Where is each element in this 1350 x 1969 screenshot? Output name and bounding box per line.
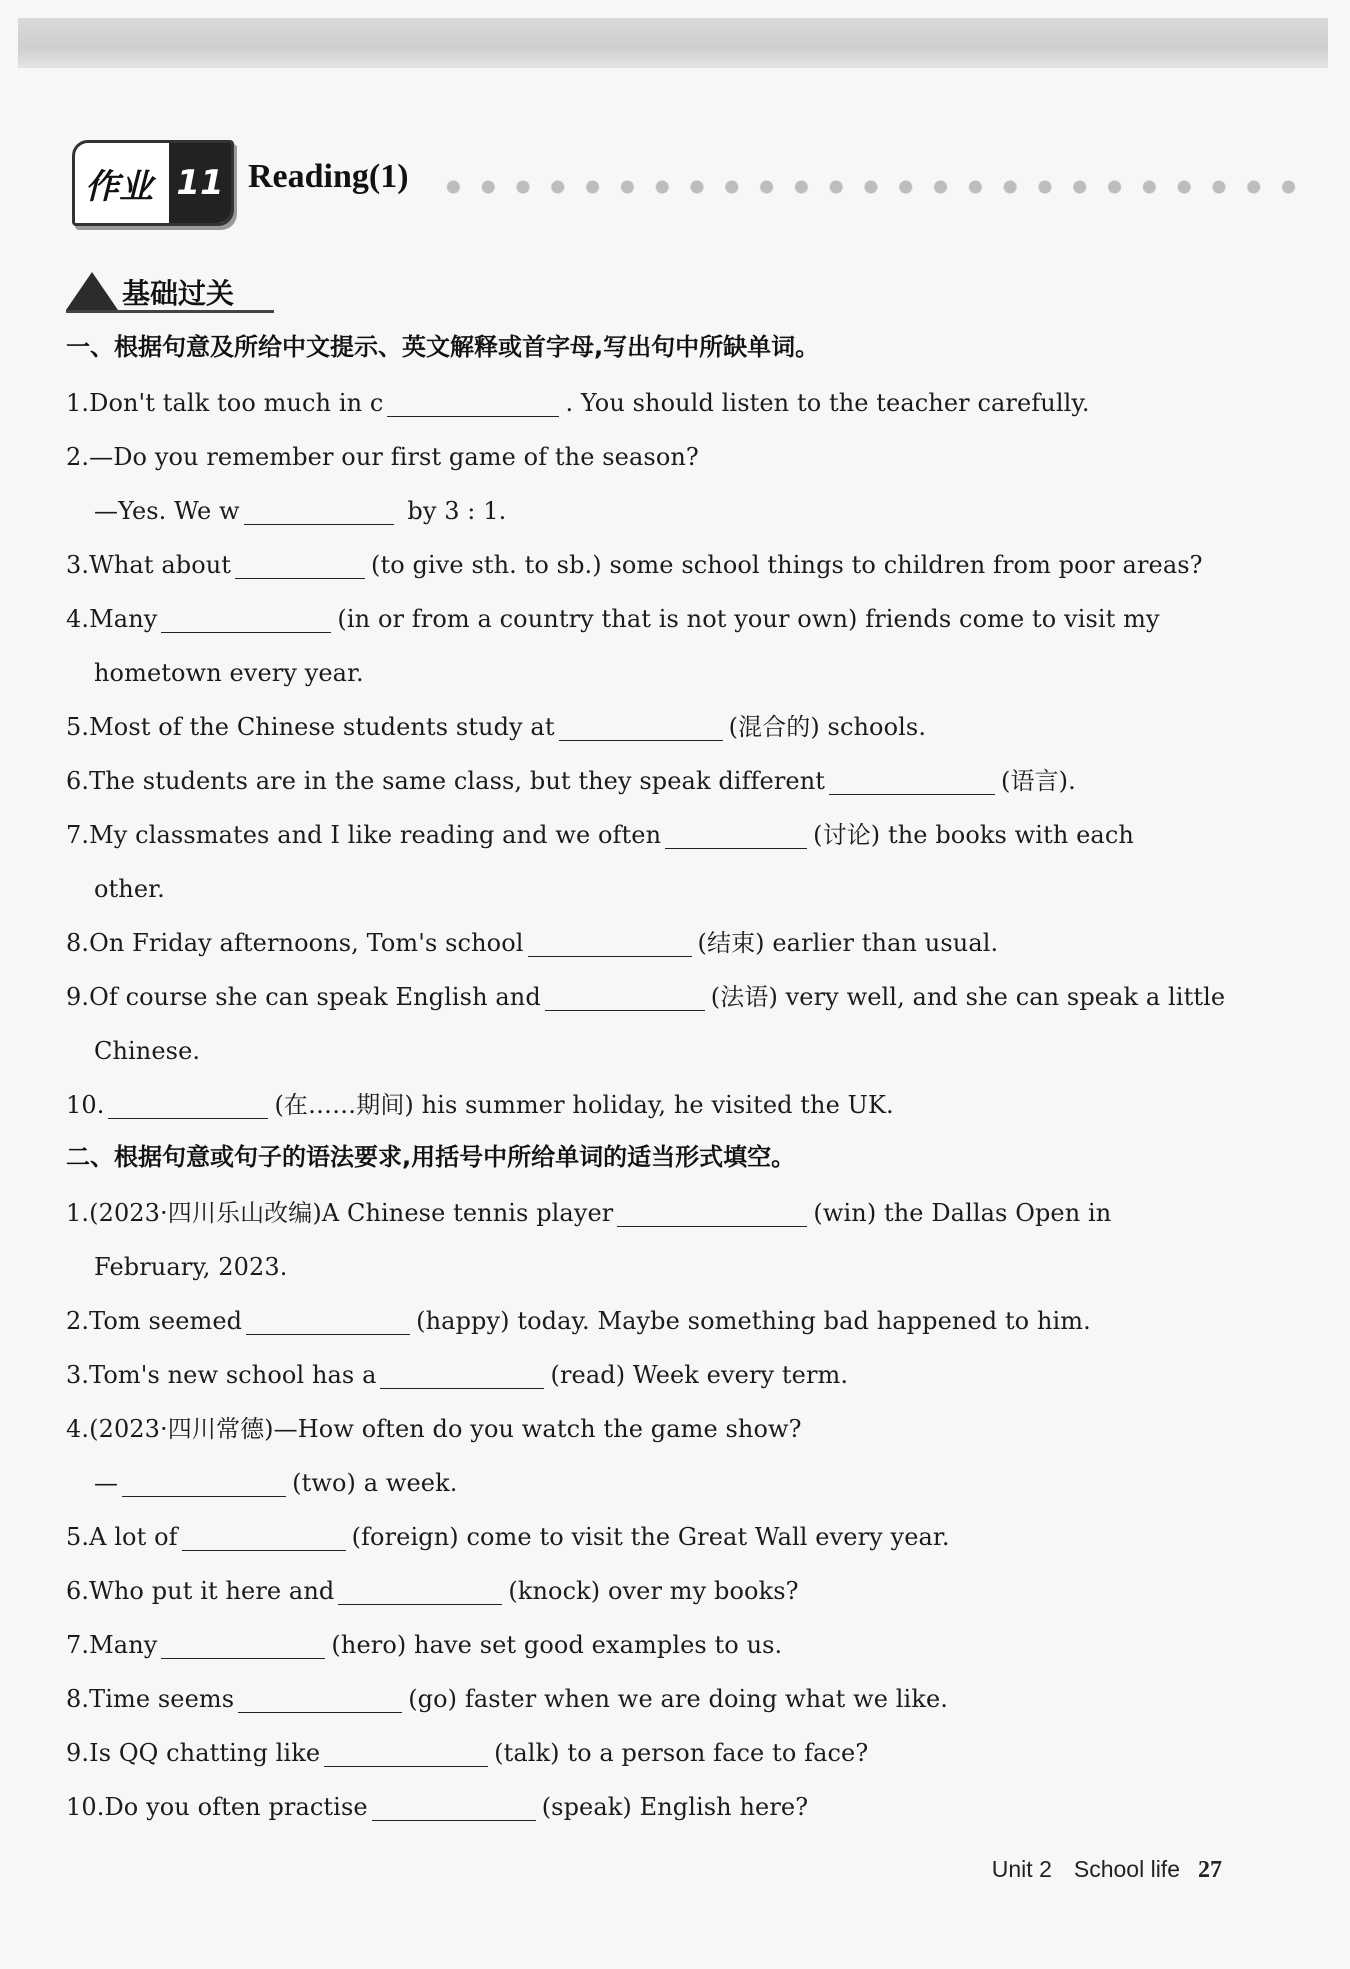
part1-heading: 一、根据句意及所给中文提示、英文解释或首字母,写出句中所缺单词。 (66, 333, 820, 361)
question-item: 1.(2023·四川乐山改编)A Chinese tennis player (win) the Dallas Open in (66, 1186, 1226, 1240)
answer-blank[interactable] (235, 548, 365, 579)
question-item: 3.Tom's new school has a (read) Week every term. (66, 1348, 1226, 1402)
part2-heading: 二、根据句意或句子的语法要求,用括号中所给单词的适当形式填空。 (66, 1143, 796, 1171)
question-item: 10.Do you often practise (speak) English here? (66, 1780, 1226, 1834)
question-item: 3.What about (to give sth. to sb.) some school things to children from poor areas? (66, 538, 1226, 592)
answer-blank[interactable] (545, 980, 705, 1011)
scan-top-band (18, 18, 1328, 68)
assignment-badge (72, 140, 234, 226)
answer-blank[interactable] (324, 1736, 488, 1767)
dotted-divider (436, 180, 1316, 194)
question-item: 4.Many (in or from a country that is not your own) friends come to visit my (66, 592, 1226, 646)
question-item: 2.Tom seemed (happy) today. Maybe something bad happened to him. (66, 1294, 1226, 1348)
answer-blank[interactable] (161, 602, 331, 633)
answer-blank[interactable] (161, 1628, 325, 1659)
question-item: 9.Of course she can speak English and (法语) very well, and she can speak a little (66, 970, 1226, 1024)
question-continuation: Chinese. (94, 1037, 201, 1065)
answer-blank[interactable] (182, 1520, 346, 1551)
question-item: 2.—Do you remember our first game of the season? (66, 443, 699, 471)
answer-blank[interactable] (246, 1304, 410, 1335)
question-item: 7.Many (hero) have set good examples to us. (66, 1618, 1226, 1672)
question-item: 10. (在……期间) his summer holiday, he visited the UK. (66, 1078, 1226, 1132)
question-item: 6.The students are in the same class, but they speak different (语言). (66, 754, 1226, 808)
question-continuation: — (two) a week. (66, 1456, 1226, 1510)
answer-blank[interactable] (387, 386, 559, 417)
question-item: 5.Most of the Chinese students study at (混合的) schools. (66, 700, 1226, 754)
question-area (66, 322, 1226, 1834)
badge-number: 11 (169, 143, 231, 223)
section-underline (66, 310, 274, 313)
answer-blank[interactable] (108, 1088, 268, 1119)
question-item: 1.Don't talk too much in c . You should listen to the teacher carefully. (66, 376, 1226, 430)
answer-blank[interactable] (559, 710, 723, 741)
answer-blank[interactable] (617, 1196, 807, 1227)
question-item: 8.Time seems (go) faster when we are doing what we like. (66, 1672, 1226, 1726)
page-number: 27 (1198, 1857, 1222, 1883)
answer-blank[interactable] (380, 1358, 544, 1389)
question-item: 9.Is QQ chatting like (talk) to a person face to face? (66, 1726, 1226, 1780)
mountain-icon (66, 272, 118, 310)
answer-blank[interactable] (665, 818, 807, 849)
answer-blank[interactable] (528, 926, 692, 957)
answer-blank[interactable] (829, 764, 995, 795)
footer-topic: School life (1073, 1856, 1180, 1882)
question-item: 4.(2023·四川常德)—How often do you watch the game show? (66, 1415, 802, 1443)
question-continuation: February, 2023. (94, 1253, 288, 1281)
question-item: 7.My classmates and I like reading and we often (讨论) the books with each (66, 808, 1226, 862)
badge-word: 作业 (85, 166, 153, 207)
answer-blank[interactable] (372, 1790, 536, 1821)
answer-blank[interactable] (238, 1682, 402, 1713)
question-continuation: —Yes. We w by 3 : 1. (66, 484, 1226, 538)
section-title: 基础过关 (122, 277, 235, 310)
question-continuation: hometown every year. (94, 659, 364, 687)
section-heading (66, 268, 286, 314)
lesson-title: Reading(1) (248, 158, 409, 195)
answer-blank[interactable] (338, 1574, 502, 1605)
question-item: 6.Who put it here and (knock) over my books? (66, 1564, 1226, 1618)
question-continuation: other. (94, 875, 165, 903)
footer-unit: Unit 2 (991, 1856, 1052, 1882)
question-item: 8.On Friday afternoons, Tom's school (结束) earlier than usual. (66, 916, 1226, 970)
answer-blank[interactable] (122, 1466, 286, 1497)
assignment-header (66, 140, 1326, 230)
question-item: 5.A lot of (foreign) come to visit the Great Wall every year. (66, 1510, 1226, 1564)
answer-blank[interactable] (244, 494, 394, 525)
page-footer (992, 1856, 1222, 1884)
